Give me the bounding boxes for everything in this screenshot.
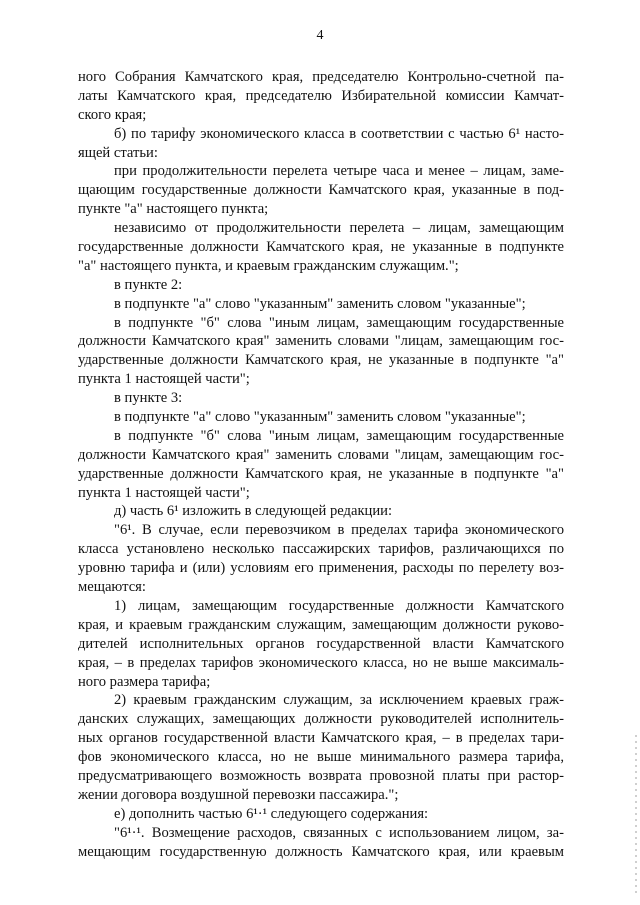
text-line: при продолжительности перелета четыре часа и менее – лицам, заме-: [114, 163, 564, 180]
text-line: пункта 1 настоящей части";: [78, 484, 250, 501]
text-line: в пункте 2:: [114, 276, 183, 293]
text-line: "6¹. В случае, если перевозчиком в пределах тарифа экономического: [114, 522, 564, 539]
text-line: щающим государственные должности Камчатского края, указанные в под-: [78, 182, 564, 199]
text-line: 1) лицам, замещающим государственные должности Камчатского: [114, 597, 564, 614]
text-line: данских служащих, замещающих должности руководителей исполнитель-: [78, 711, 564, 728]
text-line: независимо от продолжительности перелета – лицам, замещающим: [114, 220, 564, 237]
text-line: предусматривающего возможность возврата провозной платы при растор-: [78, 767, 564, 784]
text-line: в пункте 3:: [114, 390, 183, 407]
text-line: края, – в пределах тарифов экономического класса, но не выше максималь-: [78, 654, 564, 671]
text-line: в подпункте "б" слова "иным лицам, замещающим государственные: [114, 427, 564, 444]
text-line: ного размера тарифа;: [78, 673, 211, 690]
text-line: е) дополнить частью 6¹·¹ следующего содержания:: [114, 805, 429, 822]
document-body: [78, 68, 564, 861]
text-line: ударственные должности Камчатского края, не указанные в подпункте "а": [78, 352, 564, 369]
text-line: в подпункте "б" слова "иным лицам, замещающим государственные: [114, 314, 564, 331]
text-line: мещающим государственную должность Камчатского края, или краевым: [78, 843, 564, 860]
scan-edge-artifact: [635, 735, 637, 895]
text-line: края, и краевым гражданским служащим, замещающим должности руково-: [78, 616, 564, 633]
text-line: уровню тарифа и (или) условиям его применения, расходы по перелету воз-: [78, 560, 564, 577]
text-line: фов экономического класса, но не выше минимального размера тарифа,: [78, 749, 564, 766]
text-line: "6¹·¹. Возмещение расходов, связанных с использованием лицом, за-: [114, 824, 564, 841]
text-line: "а" настоящего пункта, и краевым гражданским служащим.";: [78, 257, 459, 274]
page-number: 4: [316, 28, 324, 43]
text-line: б) по тарифу экономического класса в соответствии с частью 6¹ насто-: [114, 125, 564, 142]
text-line: должности Камчатского края" заменить словами "лицам, замещающим гос-: [78, 333, 564, 350]
text-line: 2) краевым гражданским служащим, за исключением краевых граж-: [114, 692, 564, 709]
text-line: ящей статьи:: [78, 144, 158, 161]
text-line: д) часть 6¹ изложить в следующей редакции:: [114, 503, 393, 520]
text-line: должности Камчатского края" заменить словами "лицам, замещающим гос-: [78, 446, 564, 463]
text-line: ного Собрания Камчатского края, председателю Контрольно-счетной па-: [78, 69, 564, 85]
text-line: пункта 1 настоящей части";: [78, 371, 250, 388]
text-line: государственные должности Камчатского края, не указанные в подпункте: [78, 239, 564, 256]
text-line: мещаются:: [78, 579, 146, 596]
text-line: латы Камчатского края, председателю Избирательной комиссии Камчат-: [78, 87, 564, 104]
text-line: в подпункте "а" слово "указанным" заменить словом "указанные";: [114, 409, 526, 426]
text-line: ского края;: [78, 106, 147, 123]
text-line: пункте "а" настоящего пункта;: [78, 201, 269, 218]
text-line: дителей исполнительных органов государственной власти Камчатского: [78, 635, 564, 652]
text-line: ных органов государственной власти Камчатского края, – в пределах тари-: [78, 730, 564, 747]
text-line: класса установлено несколько пассажирских тарифов, различающихся по: [78, 541, 564, 558]
text-line: в подпункте "а" слово "указанным" заменить словом "указанные";: [114, 295, 526, 312]
text-line: ударственные должности Камчатского края, не указанные в подпункте "а": [78, 465, 564, 482]
text-line: жении договора воздушной перевозки пассажира.";: [78, 786, 399, 803]
